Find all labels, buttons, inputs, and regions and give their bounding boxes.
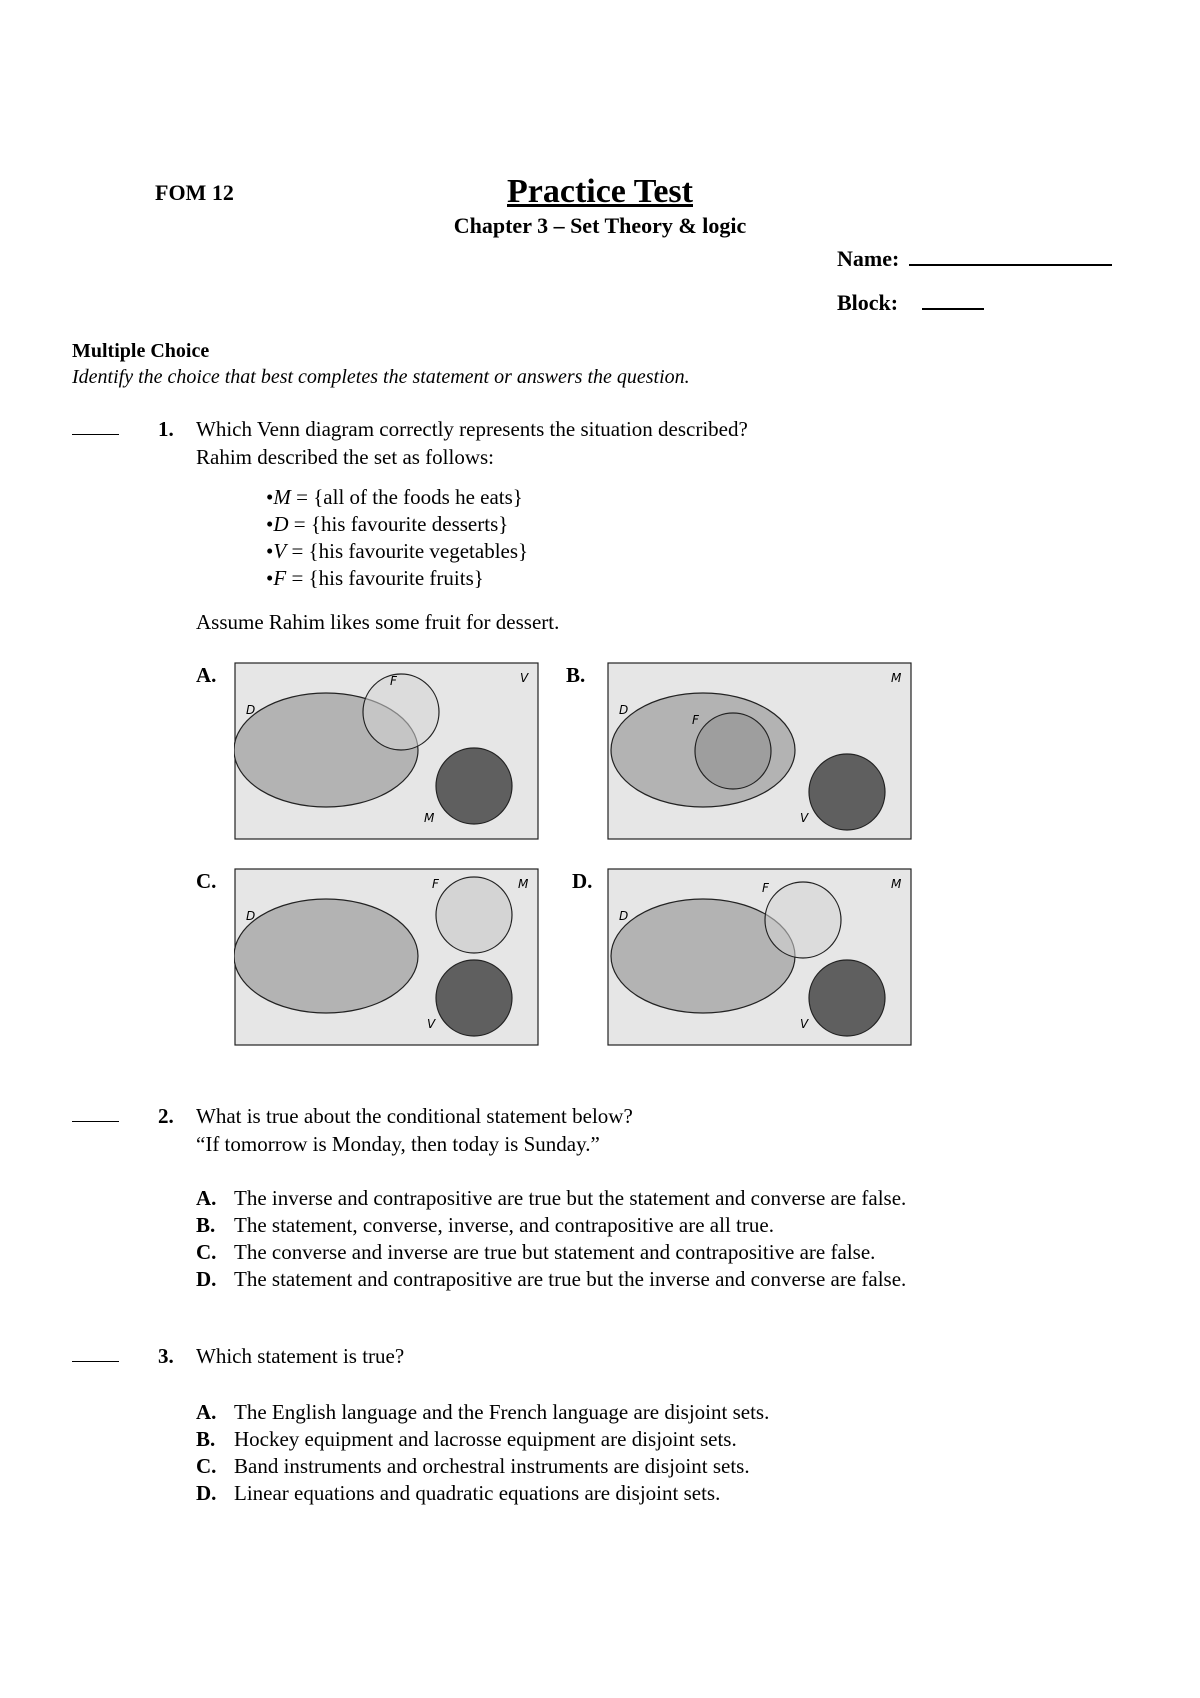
- question-context-1: Rahim described the set as follows:: [196, 445, 495, 469]
- name-line: [909, 244, 1112, 266]
- venn-diagram-a[interactable]: [234, 662, 539, 840]
- third-set-label: V: [427, 1017, 436, 1031]
- option-2b[interactable]: B. The statement, converse, inverse, and contrapositive are all true.: [196, 1213, 774, 1237]
- universe-label: M: [891, 877, 902, 891]
- option-2c[interactable]: C. The converse and inverse are true but statement and contrapositive are false.: [196, 1240, 876, 1264]
- page-title: Practice Test: [507, 173, 693, 210]
- third-set: [809, 754, 885, 830]
- question-prompt-3: Which statement is true?: [196, 1344, 405, 1368]
- fruits-set: [436, 877, 512, 953]
- question-prompt-1: Which Venn diagram correctly represents the situation described?: [196, 417, 748, 441]
- diagram-letter-c: C.: [196, 869, 217, 893]
- third-set-label: V: [800, 811, 809, 825]
- answer-blank-3: [72, 1343, 119, 1367]
- universe-label: V: [520, 671, 529, 685]
- desserts-label: D: [619, 703, 629, 717]
- fruits-label: F: [432, 877, 439, 891]
- desserts-set: [234, 899, 418, 1013]
- section-instructions: Identify the choice that best completes the statement or answers the question.: [72, 366, 690, 388]
- diagram-letter-a: A.: [196, 663, 217, 687]
- diagram-letter-b: B.: [566, 663, 586, 687]
- option-2d[interactable]: D. The statement and contrapositive are true but the inverse and converse are false.: [196, 1267, 907, 1291]
- question-number-2: 2.: [158, 1104, 174, 1128]
- fruits-set: [363, 674, 439, 750]
- fruits-set: [765, 882, 841, 958]
- section-heading: Multiple Choice: [72, 340, 210, 362]
- universe-label: M: [518, 877, 529, 891]
- option-3c[interactable]: C. Band instruments and orchestral instruments are disjoint sets.: [196, 1454, 750, 1478]
- answer-blank-2: [72, 1103, 119, 1127]
- venn-diagram-d[interactable]: [607, 868, 912, 1046]
- desserts-label: D: [246, 909, 256, 923]
- third-set-label: V: [800, 1017, 809, 1031]
- desserts-label: D: [619, 909, 629, 923]
- question-assumption-1: Assume Rahim likes some fruit for dessert.: [196, 610, 560, 634]
- block-label: Block:: [837, 290, 899, 315]
- third-set-label: M: [424, 811, 435, 825]
- set-item-v: •V = {his favourite vegetables}: [266, 539, 529, 563]
- question-number-3: 3.: [158, 1344, 174, 1368]
- name-field: [837, 244, 1112, 272]
- diagram-letter-d: D.: [572, 869, 593, 893]
- fruits-set: [695, 713, 771, 789]
- third-set: [809, 960, 885, 1036]
- answer-blank-1: [72, 416, 119, 440]
- desserts-label: D: [246, 703, 256, 717]
- name-label: Name:: [837, 246, 900, 271]
- block-field: [837, 288, 984, 316]
- question-number-1: 1.: [158, 417, 174, 441]
- fruits-label: F: [692, 713, 699, 727]
- option-3a[interactable]: A. The English language and the French language are disjoint sets.: [196, 1400, 770, 1424]
- question-prompt-2: What is true about the conditional statement below?: [196, 1104, 633, 1128]
- venn-diagram-b[interactable]: [607, 662, 912, 840]
- page-subtitle: Chapter 3 – Set Theory & logic: [453, 213, 747, 238]
- third-set: [436, 748, 512, 824]
- course-code: FOM 12: [155, 180, 234, 205]
- option-2a[interactable]: A. The inverse and contrapositive are true but the statement and converse are false.: [196, 1186, 907, 1210]
- option-3d[interactable]: D. Linear equations and quadratic equations are disjoint sets.: [196, 1481, 721, 1505]
- venn-diagram-c[interactable]: [234, 868, 539, 1046]
- block-line: [922, 288, 984, 310]
- set-item-m: •M = {all of the foods he eats}: [266, 485, 523, 509]
- fruits-label: F: [390, 674, 397, 688]
- universe-label: M: [891, 671, 902, 685]
- set-item-f: •F = {his favourite fruits}: [266, 566, 484, 590]
- fruits-label: F: [762, 881, 769, 895]
- set-item-d: •D = {his favourite desserts}: [266, 512, 509, 536]
- third-set: [436, 960, 512, 1036]
- option-3b[interactable]: B. Hockey equipment and lacrosse equipment are disjoint sets.: [196, 1427, 737, 1451]
- question-context-2: “If tomorrow is Monday, then today is Sunday.”: [196, 1132, 600, 1156]
